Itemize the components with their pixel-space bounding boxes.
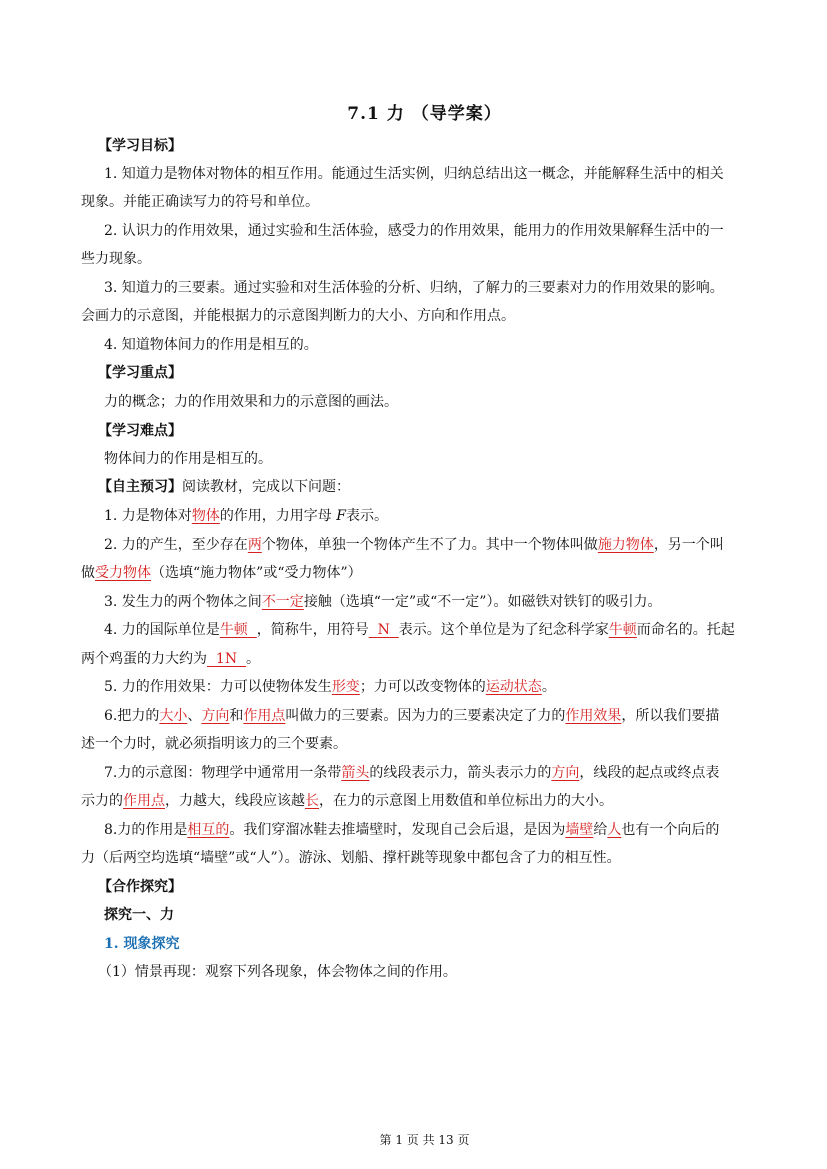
phenomenon-heading: 1. 现象探究 [104, 936, 180, 952]
explore-1-heading: 探究一、力 [104, 907, 174, 923]
question-8-line-2: 力（后两空均选填“墙壁”或“人”）。游泳、划船、撑杆跳等现象中都包含了力的相互性。 [81, 850, 621, 866]
answer-blank: 不一定 [261, 594, 304, 610]
answer-blank: 形变 [331, 679, 360, 695]
preview-line [98, 477, 758, 497]
preview-intro: 阅读教材，完成以下问题： [182, 479, 350, 495]
force-symbol: F [336, 508, 346, 524]
question-3: 3. 发生力的两个物体之间不一定接触（选填“一定”或“不一定”）。如磁铁对铁钉的吸引力。 [104, 594, 662, 610]
answer-blank: 运动状态 [485, 679, 542, 695]
objective-3-line-1: 3. 知道力的三要素。通过实验和对生活体验的分析、归纳，了解力的三要素对力的作用效果的影响。 [104, 280, 724, 296]
question-8-line-1: 8.力的作用是相互的。我们穿溜冰鞋去推墙壁时，发现自己会后退，是因为墙壁给人也有一个向后的 [104, 822, 720, 838]
objective-2-line-2: 些力现象。 [81, 251, 151, 267]
key-points-heading: 【学习重点】 [98, 365, 182, 381]
objective-3-line-2: 会画力的示意图，并能根据力的示意图判断力的大小、方向和作用点。 [81, 308, 515, 324]
answer-blank: 墙壁 [565, 822, 594, 838]
answer-blank: 受力物体 [95, 565, 151, 581]
answer-blank: 大小 [159, 708, 188, 724]
difficulty-text: 物体间力的作用是相互的。 [104, 451, 272, 467]
answer-blank: 两 [247, 537, 262, 553]
answer-blank: 方向 [551, 765, 580, 781]
objective-1-line-2: 现象。并能正确读写力的符号和单位。 [81, 194, 319, 210]
answer-blank: 作用点 [123, 793, 165, 809]
preview-heading: 【自主预习】 [98, 479, 182, 495]
answer-blank: 物体 [191, 508, 220, 524]
question-5: 5. 力的作用效果：力可以使物体发生形变；力可以改变物体的运动状态。 [104, 679, 556, 695]
answer-blank: 箭头 [341, 765, 370, 781]
answer-blank: 长 [305, 793, 319, 809]
question-1: 1. 力是物体对物体的作用，力用字母 F表示。 [104, 508, 388, 524]
question-4-line-2: 两个鸡蛋的力大约为 1N 。 [81, 651, 260, 667]
answer-blank: 相互的 [187, 822, 230, 838]
cooperation-heading: 【合作探究】 [98, 879, 182, 895]
question-6-line-1: 6.把力的大小、方向和作用点叫做力的三要素。因为力的三要素决定了力的作用效果，所以我们要描 [104, 708, 720, 724]
page-title: 7.1 力 （导学案） [347, 104, 502, 124]
answer-blank: 人 [607, 822, 622, 838]
objectives-heading: 【学习目标】 [98, 138, 182, 154]
answer-blank: 作用点 [243, 708, 286, 724]
question-4-line-1: 4. 力的国际单位是牛顿 ，简称牛，用符号 N 表示。这个单位是为了纪念科学家牛顿而命名的。托起 [104, 622, 735, 638]
answer-blank: 1N [215, 651, 238, 667]
question-7-line-1: 7.力的示意图：物理学中通常用一条带箭头的线段表示力，箭头表示力的方向，线段的起点或终点表 [104, 765, 720, 781]
question-2-line-1: 2. 力的产生，至少存在两个物体，单独一个物体产生不了力。其中一个物体叫做施力物体，另一个叫 [104, 537, 724, 553]
question-2-line-2: 做受力物体（选填“施力物体”或“受力物体”） [81, 565, 362, 581]
answer-blank: N [377, 622, 390, 638]
objective-4: 4. 知道物体间力的作用是相互的。 [104, 337, 318, 353]
objective-2-line-1: 2. 认识力的作用效果，通过实验和生活体验，感受力的作用效果，能用力的作用效果解释生活中的一 [104, 223, 724, 239]
difficulty-heading: 【学习难点】 [98, 423, 182, 439]
answer-blank: 牛顿 [608, 622, 637, 638]
answer-blank: 施力物体 [597, 537, 654, 553]
answer-blank: 方向 [201, 708, 230, 724]
question-6-line-2: 述一个力时，就必须指明该力的三个要素。 [81, 736, 347, 752]
answer-blank: 作用效果 [565, 708, 622, 724]
key-points-text: 力的概念；力的作用效果和力的示意图的画法。 [104, 394, 398, 410]
answer-blank: 牛顿 [219, 622, 248, 638]
objective-1-line-1: 1. 知道力是物体对物体的相互作用。能通过生活实例，归纳总结出这一概念，并能解释生活中的相关 [104, 166, 724, 182]
scene-text: （1）情景再现：观察下列各现象，体会物体之间的作用。 [98, 964, 457, 980]
question-7-line-2: 示力的作用点，力越大，线段应该越长，在力的示意图上用数值和单位标出力的大小。 [81, 793, 613, 809]
page-footer: 第 1 页 共 13 页 [379, 1133, 470, 1147]
